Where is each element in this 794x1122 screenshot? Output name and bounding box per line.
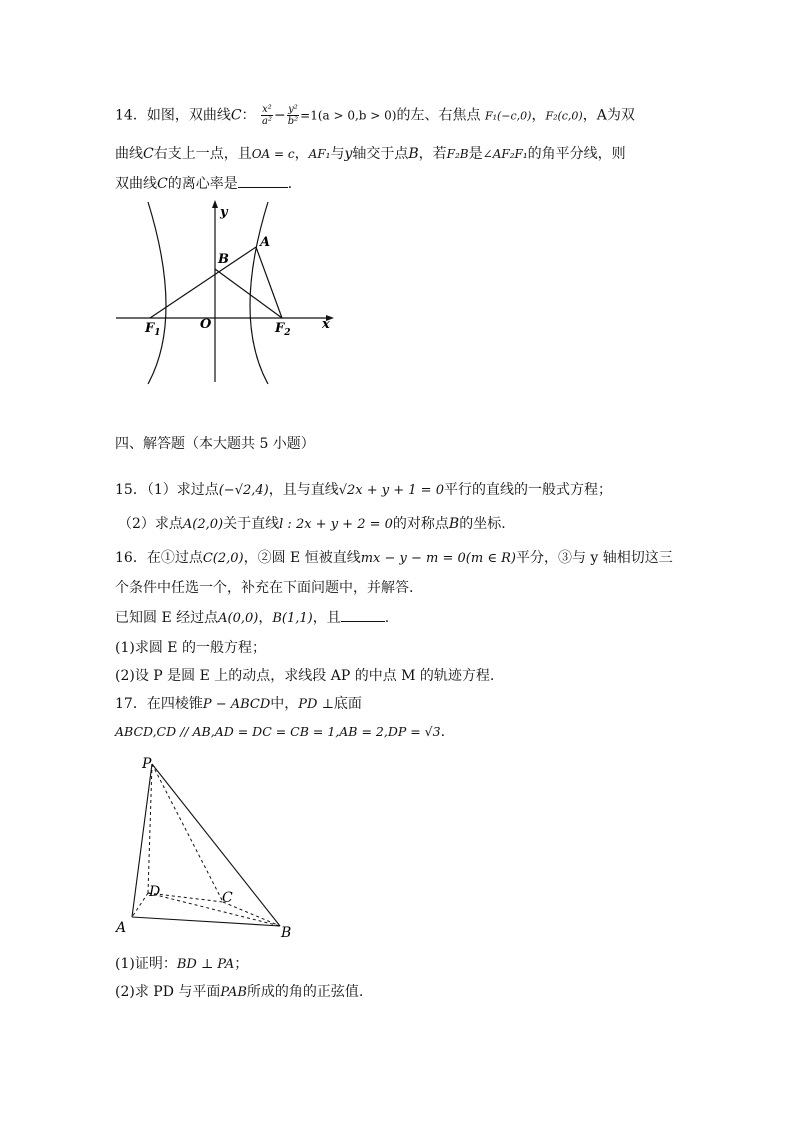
label-A: A: [116, 920, 127, 936]
segment-BF2: [215, 269, 282, 318]
label-F1: [144, 321, 161, 338]
label-O: O: [200, 317, 212, 332]
t: 是: [468, 146, 483, 162]
label-P: P: [142, 756, 152, 772]
frac2-num: y²: [288, 104, 298, 115]
t: 的离心率是: [167, 176, 238, 192]
y-axis-arrow: [212, 200, 218, 208]
hyperbola-right-branch: [250, 202, 271, 384]
t: (m ∈ R): [465, 551, 516, 566]
t: PAB: [220, 985, 247, 1000]
condition-blank: [341, 609, 385, 622]
t: A(2,0): [182, 517, 224, 532]
t: (1)证明：: [115, 956, 177, 972]
t: B: [408, 146, 419, 162]
q14-frac1: [261, 104, 273, 127]
t: ，且与直线: [268, 482, 339, 498]
label-C: C: [222, 890, 233, 906]
t: 17．在四棱锥: [115, 696, 203, 712]
frac1-num: x²: [262, 104, 272, 115]
x-label: x: [322, 317, 330, 332]
q14-line2: [115, 144, 626, 164]
t: (2)求 PD 与平面: [115, 984, 221, 1000]
t: 右支上一点，且: [153, 146, 252, 162]
edge-PB: [152, 764, 280, 926]
t: B(1,1): [272, 611, 313, 626]
frac2-den: b²: [287, 116, 299, 127]
t: √2x + y + 1 = 0: [338, 483, 444, 498]
F2-sub: 2: [284, 328, 291, 338]
edge-DB: [148, 893, 280, 926]
edge-AB: [132, 917, 280, 926]
q16-line1: [115, 548, 673, 569]
t: 16．在①过点: [115, 550, 203, 566]
t: ∠AF₂F₁: [482, 147, 528, 161]
t: ABCD,CD // AB,AD = DC = CB = 1,AB = 2,DP = √3: [115, 724, 441, 739]
frac1-den: a²: [262, 116, 272, 127]
t: B: [448, 516, 460, 532]
t: 与: [330, 146, 345, 162]
t: 底面: [333, 696, 362, 712]
q15-line1: [115, 480, 612, 501]
t: mx − y − m = 0: [360, 551, 466, 566]
q14-colon: ：: [241, 107, 256, 124]
q17-line2: [115, 722, 445, 742]
F1-main: F: [145, 321, 155, 336]
t: y: [344, 146, 353, 162]
t: 中，: [270, 696, 299, 712]
label-B: B: [281, 925, 292, 941]
label-F2: [274, 321, 291, 338]
t: ；: [234, 956, 249, 972]
t: 关于直线: [223, 516, 280, 532]
t: （2）求点: [118, 516, 183, 532]
t: ．: [287, 176, 302, 192]
q16-part2: (2)设 P 是圆 E 上的动点，求线段 AP 的中点 M 的轨迹方程.: [115, 668, 495, 684]
F1-sub: 1: [154, 328, 161, 338]
label-A: A: [260, 235, 271, 250]
answer-blank: [238, 175, 288, 188]
label-D: D: [149, 884, 161, 900]
t: A(0,0): [218, 611, 259, 626]
t: ，②圆 E 恒被直线: [243, 550, 361, 566]
t: C: [143, 146, 154, 162]
q17-line1: [115, 694, 362, 715]
t: 15．（1）求过点: [115, 482, 219, 498]
t: (−√2,4): [218, 483, 269, 498]
t: 曲线: [115, 146, 143, 162]
q14-f1: F₁(−c,0): [484, 109, 532, 123]
edge-PC: [152, 764, 223, 902]
t: 平行的直线的一般式方程；: [443, 482, 612, 498]
q14-line3: [115, 174, 302, 194]
t: ，且: [312, 610, 341, 626]
hyperbola-left-branch: [148, 202, 166, 384]
t: 平分，③与 y 轴相切这三: [515, 550, 673, 566]
q14-lead: 14．如图，双曲线: [115, 107, 231, 124]
t: F₂B: [446, 147, 469, 161]
t: OA = c: [251, 147, 295, 161]
section-4-heading: 四、解答题（本大题共 5 小题）: [115, 436, 315, 452]
t: 的角平分线，则: [527, 146, 626, 162]
q14-line1: [115, 104, 635, 127]
q14-mid1: 的左、右焦点: [396, 107, 481, 124]
q17-part2: [115, 982, 363, 1003]
t: 已知圆 E 经过点: [115, 610, 219, 626]
q14-c: C: [230, 107, 242, 124]
q14-f2: F₂(c,0): [545, 109, 583, 123]
label-B: B: [218, 252, 229, 267]
t: ，: [258, 610, 273, 626]
t: C(2,0): [202, 551, 244, 566]
t: BD ⊥ PA: [176, 957, 235, 972]
t: 的对称点: [392, 516, 449, 532]
q14-minus: −: [273, 107, 286, 124]
t: l : 2x + y + 2 = 0: [279, 517, 393, 532]
t: 所成的角的正弦值.: [246, 984, 364, 1000]
q14-comma: ，: [531, 107, 546, 124]
q14-cond: =1(a > 0,b > 0): [300, 108, 397, 123]
q15-line2: [118, 514, 506, 535]
t: C: [157, 176, 168, 192]
segment-AF1: [150, 247, 256, 318]
q16-line3: [115, 608, 389, 629]
pyramid-figure: [110, 750, 300, 942]
F2-main: F: [275, 321, 285, 336]
segment-AF2: [256, 247, 282, 318]
t: 双曲线: [115, 176, 157, 192]
q14-frac2: [287, 104, 299, 127]
t: 的坐标.: [459, 516, 506, 532]
q14-tail1: ，A为双: [582, 107, 635, 124]
t: AF₁: [308, 147, 331, 161]
hyperbola-figure: [112, 196, 342, 390]
t: ，: [294, 146, 309, 162]
t: P − ABCD: [202, 697, 271, 712]
q16-part1: (1)求圆 E 的一般方程；: [115, 640, 266, 656]
y-label: y: [220, 205, 228, 220]
q17-part1: [115, 954, 248, 975]
t: 轴交于点: [352, 146, 409, 162]
q16-line2: 个条件中任选一个，补充在下面问题中，并解答.: [115, 580, 414, 596]
t: PD ⊥: [298, 697, 334, 712]
t: ，若: [418, 146, 447, 162]
t: .: [440, 724, 446, 740]
t: .: [384, 610, 390, 626]
